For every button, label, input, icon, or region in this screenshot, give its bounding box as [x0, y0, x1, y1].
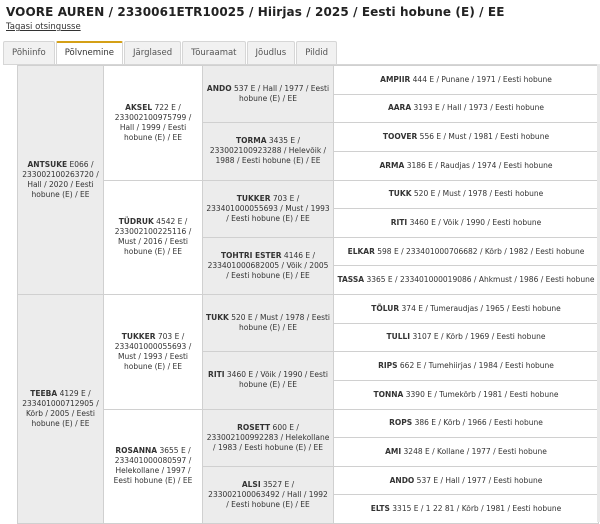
horse-info: 537 E / Hall / 1977 / Eesti hobune (E) / EE [232, 84, 329, 103]
pedigree-cell[interactable] [333, 65, 599, 95]
horse-info: 703 E / 233401000055693 / Must / 1993 / Eesti hobune (E) / EE [206, 194, 329, 223]
pedigree-cell[interactable] [333, 351, 599, 381]
pedigree-cell[interactable] [202, 65, 334, 123]
back-to-search-link[interactable]: Tagasi otsingusse [6, 22, 81, 32]
tab-bar [3, 41, 338, 64]
pedigree-cell[interactable] [333, 237, 599, 267]
horse-name[interactable]: RITI [208, 370, 224, 379]
horse-info: 520 E / Must / 1978 / Eesti hobune [412, 189, 544, 198]
horse-info: E066 / 233002100263720 / Hall / 2020 / Eesti hobune (E) / EE [22, 160, 99, 199]
pedigree-cell[interactable] [333, 180, 599, 210]
tab-touraamat[interactable]: Tõuraamat [182, 41, 245, 64]
horse-info: 4542 E / 233002100225116 / Must / 2016 / Eesti hobune (E) / EE [115, 217, 192, 256]
horse-name[interactable]: ANTSUKE [28, 160, 68, 169]
pedigree-cell[interactable] [17, 65, 104, 295]
horse-info: 3460 E / Võik / 1990 / Eesti hobune (E) / EE [225, 370, 328, 389]
horse-name[interactable]: AARA [388, 103, 411, 112]
horse-name[interactable]: TORMA [236, 136, 267, 145]
horse-info: 3107 E / Kõrb / 1969 / Eesti hobune [410, 332, 545, 341]
horse-name[interactable]: TOOVER [383, 132, 417, 141]
horse-info: 4146 E / 233401000682005 / Võik / 2005 / Eesti hobune (E) / EE [208, 251, 329, 280]
horse-name[interactable]: RIPS [378, 361, 397, 370]
horse-info: 703 E / 233401000055693 / Must / 1993 / Eesti hobune (E) / EE [115, 332, 192, 371]
horse-info: 600 E / 233002100992283 / Helekollane / 1983 / Eesti hobune (E) / EE [207, 423, 330, 452]
pedigree-cell[interactable] [103, 294, 203, 410]
horse-name[interactable]: ROSANNA [115, 446, 157, 455]
pedigree-cell[interactable] [202, 466, 334, 524]
horse-info: 3655 E / 233401000080597 / Helekollane / 1997 / Eesti hobune (E) / EE [114, 446, 193, 485]
horse-name[interactable]: ROSETT [237, 423, 270, 432]
horse-info: 3390 E / Tumekõrb / 1981 / Eesti hobune [403, 390, 558, 399]
horse-name[interactable]: ARMA [379, 161, 404, 170]
horse-name[interactable]: TONNA [374, 390, 404, 399]
pedigree-cell[interactable] [333, 151, 599, 181]
horse-name[interactable]: RITI [391, 218, 407, 227]
horse-name[interactable]: ROPS [389, 418, 412, 427]
horse-info: 444 E / Punane / 1971 / Eesti hobune [410, 75, 552, 84]
tab-pohiinfo[interactable]: Põhiinfo [3, 41, 55, 64]
pedigree-cell[interactable] [202, 409, 334, 467]
pedigree-cell[interactable] [202, 294, 334, 352]
pedigree-cell[interactable] [333, 265, 599, 295]
horse-name[interactable]: TUKKER [237, 194, 271, 203]
horse-name[interactable]: TUKK [389, 189, 412, 198]
pedigree-cell[interactable] [333, 437, 599, 467]
pedigree-cell[interactable] [333, 323, 599, 353]
horse-name[interactable]: AMI [385, 447, 401, 456]
pedigree-cell[interactable] [103, 180, 203, 296]
horse-info: 3248 E / Kollane / 1977 / Eesti hobune [401, 447, 547, 456]
pedigree-cell[interactable] [202, 122, 334, 180]
horse-name[interactable]: ANDO [207, 84, 232, 93]
horse-info: 3460 E / Võik / 1990 / Eesti hobune [407, 218, 541, 227]
pedigree-cell[interactable] [333, 466, 599, 496]
tab-joudlus[interactable]: Jõudlus [247, 41, 296, 64]
horse-name[interactable]: TOHTRI ESTER [221, 251, 282, 260]
horse-name[interactable]: TULLI [387, 332, 411, 341]
pedigree-cell[interactable] [103, 65, 203, 181]
horse-info: 598 E / 233401000706682 / Kõrb / 1982 / Eesti hobune [375, 247, 585, 256]
horse-name[interactable]: TASSA [337, 275, 364, 284]
horse-info: 662 E / Tumehiirjas / 1984 / Eesti hobune [398, 361, 554, 370]
horse-name[interactable]: TÜDRUK [119, 217, 154, 226]
horse-info: 537 E / Hall / 1977 / Eesti hobune [414, 476, 542, 485]
horse-name[interactable]: ELKAR [348, 247, 375, 256]
pedigree-cell[interactable] [202, 237, 334, 295]
pedigree-cell[interactable] [202, 180, 334, 238]
pedigree-cell[interactable] [333, 380, 599, 410]
pedigree-cell[interactable] [333, 122, 599, 152]
horse-info: 722 E / 233002100975799 / Hall / 1999 / Eesti hobune (E) / EE [115, 103, 192, 142]
horse-info: 4129 E / 233401000712905 / Kõrb / 2005 / Eesti hobune (E) / EE [22, 389, 99, 428]
pedigree-cell[interactable] [333, 208, 599, 238]
horse-info: 3315 E / 1 22 81 / Kõrb / 1981 / Eesti hobune [390, 504, 561, 513]
horse-info: 556 E / Must / 1981 / Eesti hobune [417, 132, 549, 141]
page-title: VOORE AUREN / 2330061ETR10025 / Hiirjas / 2025 / Eesti hobune (E) / EE [6, 5, 505, 19]
horse-name[interactable]: TUKK [206, 313, 229, 322]
tab-pildid[interactable]: Pildid [296, 41, 337, 64]
pedigree-cell[interactable] [17, 294, 104, 524]
tab-polvnemine[interactable]: Põlvnemine [56, 41, 123, 66]
horse-info: 3435 E / 233002100923288 / Helevõik / 1988 / Eesti hobune (E) / EE [210, 136, 326, 165]
horse-info: 374 E / Tumeraudjas / 1965 / Eesti hobune [399, 304, 561, 313]
pedigree-panel [3, 64, 600, 523]
horse-info: 3193 E / Hall / 1973 / Eesti hobune [411, 103, 544, 112]
pedigree-cell[interactable] [333, 94, 599, 124]
horse-name[interactable]: AMPIIR [380, 75, 410, 84]
horse-name[interactable]: TUKKER [122, 332, 156, 341]
pedigree-cell[interactable] [333, 494, 599, 524]
horse-info: 3527 E / 233002100063492 / Hall / 1992 / Eesti hobune (E) / EE [208, 480, 328, 509]
horse-name[interactable]: ALSI [242, 480, 261, 489]
tab-jarglased[interactable]: Järglased [124, 41, 181, 64]
horse-name[interactable]: TEEBA [30, 389, 57, 398]
horse-info: 386 E / Kõrb / 1966 / Eesti hobune [412, 418, 543, 427]
horse-info: 520 E / Must / 1978 / Eesti hobune (E) / EE [229, 313, 330, 332]
horse-info: 3365 E / 233401000019086 / Ahkmust / 1986 / Eesti hobune [364, 275, 594, 284]
pedigree-cell[interactable] [202, 351, 334, 409]
horse-name[interactable]: TÕLUR [371, 304, 399, 313]
pedigree-cell[interactable] [333, 409, 599, 439]
horse-name[interactable]: ANDO [390, 476, 415, 485]
pedigree-cell[interactable] [103, 409, 203, 524]
pedigree-cell[interactable] [333, 294, 599, 324]
horse-info: 3186 E / Raudjas / 1974 / Eesti hobune [404, 161, 552, 170]
horse-name[interactable]: ELTS [371, 504, 390, 513]
horse-name[interactable]: AKSEL [125, 103, 152, 112]
